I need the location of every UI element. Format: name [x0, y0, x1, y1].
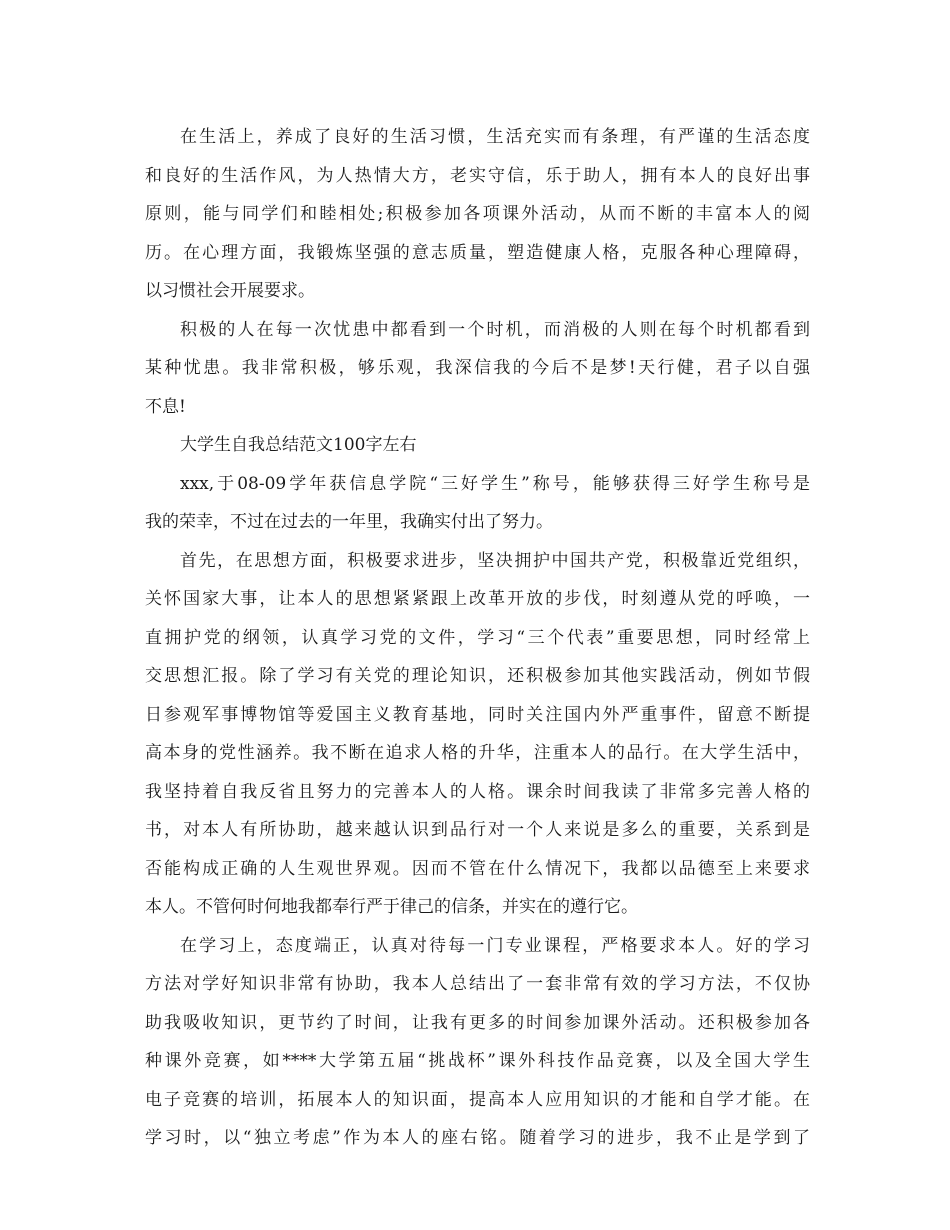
text-line: 高本身的党性涵养。我不断在追求人格的升华，注重本人的品行。在大学生活中，: [145, 743, 810, 763]
text-line: 方法对学好知识非常有协助，我本人总结出了一套非常有效的学习方法，不仅协: [145, 974, 810, 994]
text-line: 历。在心理方面，我锻炼坚强的意志质量，塑造健康人格，克服各种心理障碍，: [145, 242, 810, 263]
text-line: 种课外竞赛，如****大学第五届“挑战杯”课外科技作品竞赛，以及全国大学生: [145, 1051, 810, 1071]
text-line: 原则，能与同学们和睦相处;积极参加各项课外活动，从而不断的丰富本人的阅: [145, 204, 810, 224]
text-line: 书，对本人有所协助，越来越认识到品行对一个人来说是多么的重要，关系到是: [145, 820, 810, 840]
text-line: 关怀国家大事，让本人的思想紧紧跟上改革开放的步伐，时刻遵从党的呼唤，一: [145, 589, 810, 609]
text-line: 我的荣幸，不过在过去的一年里，我确实付出了努力。: [145, 512, 553, 532]
text-line: 本人。不管何时何地我都奉行严于律己的信条，并实在的遵行它。: [145, 897, 638, 917]
text-line: 助我吸收知识，更节约了时间，让我有更多的时间参加课外活动。还积极参加各: [145, 1012, 810, 1033]
text-line: 首先，在思想方面，积极要求进步，坚决拥护中国共产党，积极靠近党组织，: [180, 550, 810, 571]
text-line: 日参观军事博物馆等爱国主义教育基地，同时关注国内外严重事件，留意不断提: [145, 704, 810, 725]
text-line: 和良好的生活作风，为人热情大方，老实守信，乐于助人，拥有本人的良好出事: [145, 165, 810, 186]
text-line: 否能构成正确的人生观世界观。因而不管在什么情况下，我都以品德至上来要求: [145, 858, 810, 879]
text-line: 我坚持着自我反省且努力的完善本人的人格。课余时间我读了非常多完善人格的: [145, 781, 810, 802]
text-line: 大学生自我总结范文100字左右: [180, 435, 417, 455]
text-line: 交思想汇报。除了学习有关党的理论知识，还积极参加其他实践活动，例如节假: [145, 666, 810, 686]
text-line: 在学习上，态度端正，认真对待每一门专业课程，严格要求本人。好的学习: [180, 935, 810, 956]
text-line: 电子竞赛的培训，拓展本人的知识面，提高本人应用知识的才能和自学才能。在: [145, 1089, 810, 1110]
text-line: 某种忧患。我非常积极，够乐观，我深信我的今后不是梦!天行健，君子以自强: [145, 358, 810, 378]
text-line: 学习时，以“独立考虑”作为本人的座右铭。随着学习的进步，我不止是学到了: [145, 1128, 810, 1148]
text-line: 直拥护党的纲领，认真学习党的文件，学习“三个代表”重要思想，同时经常上: [145, 627, 810, 648]
document-page: [145, 118, 810, 1158]
text-line: xxx,于08-09学年获信息学院“三好学生”称号，能够获得三好学生称号是: [180, 473, 810, 494]
text-line: 在生活上，养成了良好的生活习惯，生活充实而有条理，有严谨的生活态度: [180, 127, 810, 147]
text-line: 不息!: [145, 396, 186, 417]
text-line: 以习惯社会开展要求。: [145, 281, 315, 301]
text-line: 积极的人在每一次忧患中都看到一个时机，而消极的人则在每个时机都看到: [180, 319, 810, 340]
